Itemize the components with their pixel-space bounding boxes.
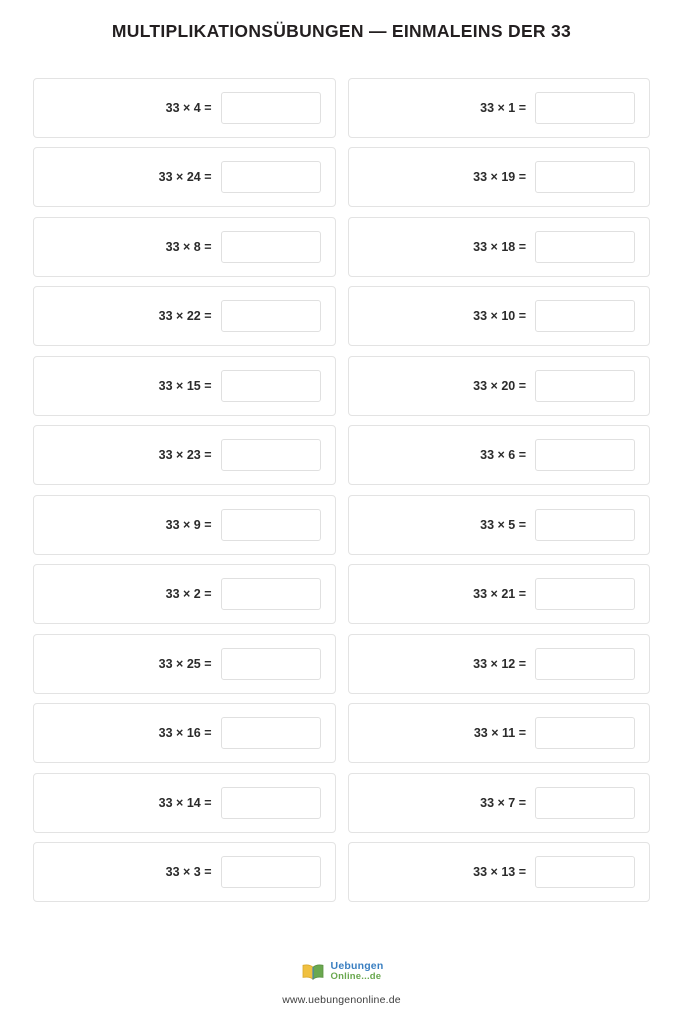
problem-expression: 33 × 19 =	[473, 170, 526, 185]
logo-line-2: Online...de	[330, 971, 382, 983]
answer-input[interactable]	[221, 509, 321, 541]
answer-input[interactable]	[221, 787, 321, 819]
problem-card	[348, 425, 651, 485]
problem-expression: 33 × 14 =	[158, 795, 212, 810]
footer-url: www.uebungenonline.de	[282, 994, 401, 1006]
answer-input[interactable]	[535, 92, 635, 124]
problem-expression: 33 × 11 =	[473, 726, 526, 741]
answer-input[interactable]	[535, 856, 635, 888]
answer-input[interactable]	[535, 787, 635, 819]
answer-input[interactable]	[535, 161, 635, 193]
answer-input[interactable]	[221, 92, 321, 124]
answer-input[interactable]	[535, 648, 635, 680]
problem-expression: 33 × 2 =	[165, 587, 212, 602]
problem-expression: 33 × 18 =	[473, 239, 526, 254]
problem-card	[348, 495, 651, 555]
problem-card	[33, 286, 336, 346]
problem-card	[348, 842, 651, 902]
problem-expression: 33 × 12 =	[473, 656, 526, 671]
problem-expression: 33 × 20 =	[473, 378, 526, 393]
answer-input[interactable]	[221, 578, 321, 610]
problem-card	[33, 147, 336, 207]
problem-card	[33, 217, 336, 277]
problem-expression: 33 × 13 =	[473, 865, 526, 880]
page-title: MULTIPLIKATIONSÜBUNGEN — EINMALEINS DER 33	[111, 21, 572, 41]
answer-input[interactable]	[221, 300, 321, 332]
problem-card	[33, 495, 336, 555]
footer	[0, 961, 683, 1024]
problem-card	[33, 773, 336, 833]
problem-expression: 33 × 9 =	[165, 517, 212, 532]
problem-expression: 33 × 8 =	[165, 239, 212, 254]
problem-expression: 33 × 23 =	[158, 448, 212, 463]
answer-input[interactable]	[221, 231, 321, 263]
problem-card	[348, 217, 651, 277]
problem-card	[33, 842, 336, 902]
answer-input[interactable]	[535, 578, 635, 610]
problem-expression: 33 × 21 =	[473, 587, 526, 602]
problem-expression: 33 × 5 =	[480, 517, 526, 532]
problem-expression: 33 × 3 =	[165, 865, 212, 880]
logo-text	[331, 961, 384, 982]
site-logo	[300, 961, 384, 982]
answer-input[interactable]	[221, 439, 321, 471]
problem-card	[33, 564, 336, 624]
answer-input[interactable]	[535, 231, 635, 263]
problem-card	[348, 356, 651, 416]
answer-input[interactable]	[535, 717, 635, 749]
problem-card	[348, 147, 651, 207]
answer-input[interactable]	[535, 370, 635, 402]
answer-input[interactable]	[221, 648, 321, 680]
problem-card	[33, 703, 336, 763]
problem-card	[33, 634, 336, 694]
problem-card	[33, 78, 336, 138]
problem-expression: 33 × 15 =	[158, 378, 212, 393]
problem-card	[348, 286, 651, 346]
logo-line-1: Uebungen	[330, 960, 384, 973]
problem-card	[348, 78, 651, 138]
answer-input[interactable]	[221, 717, 321, 749]
problems-grid	[33, 78, 650, 903]
answer-input[interactable]	[535, 509, 635, 541]
open-book-icon	[300, 963, 326, 981]
answer-input[interactable]	[221, 370, 321, 402]
problem-card	[348, 634, 651, 694]
problem-expression: 33 × 4 =	[165, 100, 212, 115]
problem-card	[348, 564, 651, 624]
answer-input[interactable]	[535, 439, 635, 471]
problem-expression: 33 × 22 =	[158, 309, 212, 324]
answer-input[interactable]	[535, 300, 635, 332]
problem-card	[348, 773, 651, 833]
problem-expression: 33 × 24 =	[158, 170, 212, 185]
problem-card	[33, 356, 336, 416]
problem-expression: 33 × 7 =	[480, 795, 526, 810]
problem-expression: 33 × 10 =	[473, 309, 526, 324]
problem-expression: 33 × 6 =	[480, 448, 526, 463]
problem-card	[33, 425, 336, 485]
problem-expression: 33 × 16 =	[158, 726, 212, 741]
problem-expression: 33 × 25 =	[158, 656, 212, 671]
problem-expression: 33 × 1 =	[480, 100, 526, 115]
answer-input[interactable]	[221, 161, 321, 193]
problem-card	[348, 703, 651, 763]
answer-input[interactable]	[221, 856, 321, 888]
